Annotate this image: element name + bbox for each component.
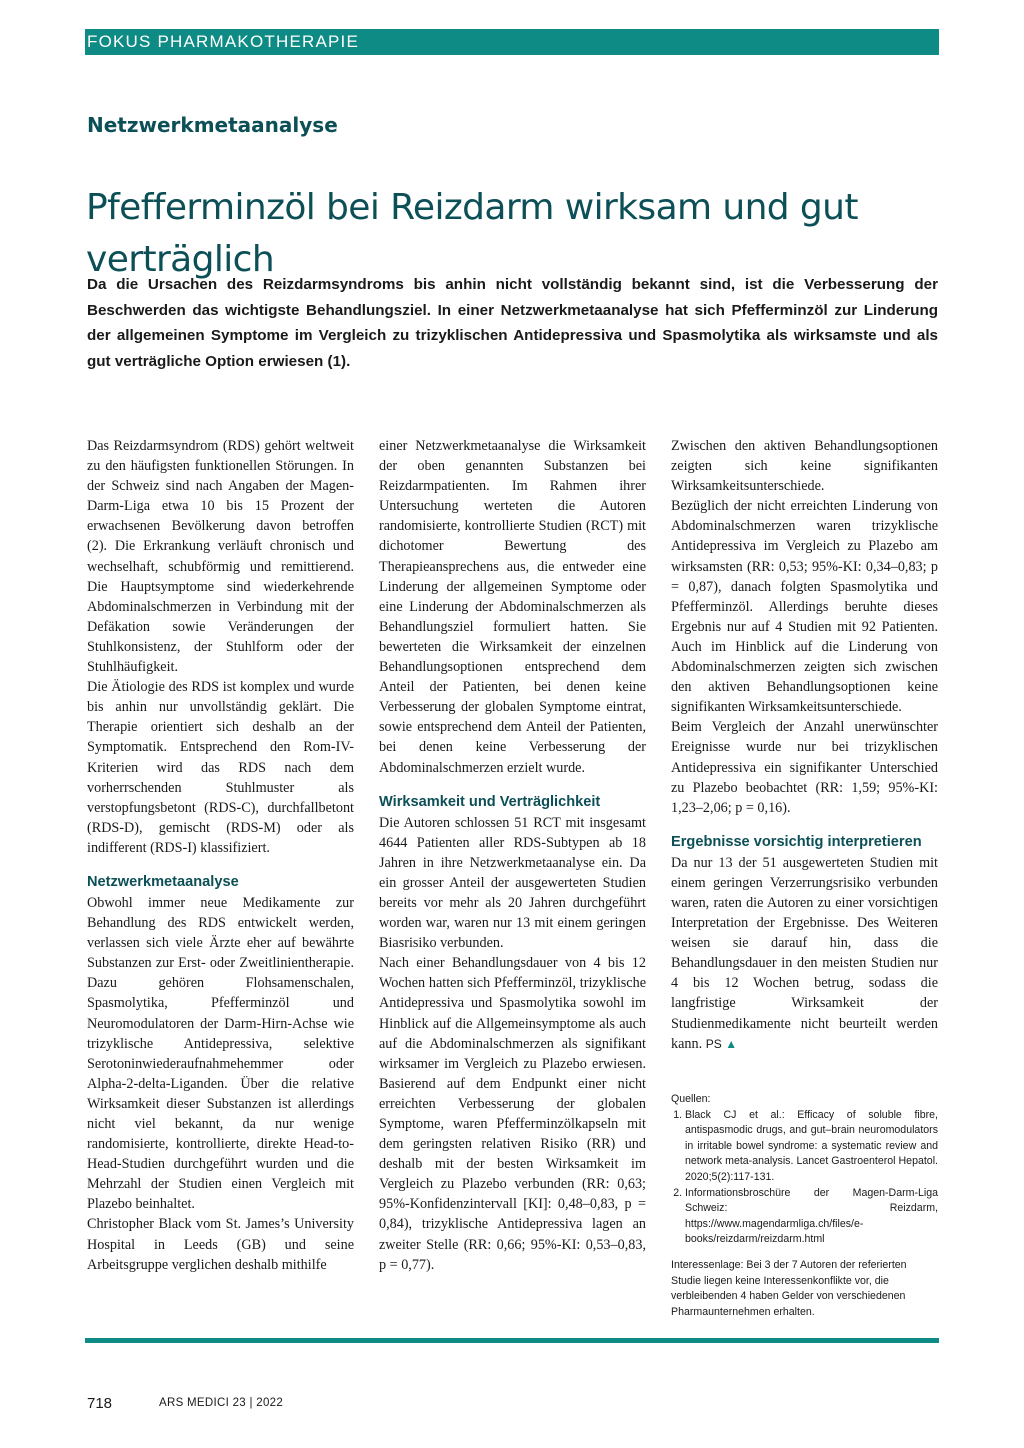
page-footer	[87, 1395, 284, 1413]
section-label: FOKUS PHARMAKOTHERAPIE	[87, 32, 359, 51]
body-column-3	[671, 436, 938, 1054]
paragraph: Obwohl immer neue Medikamente zur Behandlung des RDS entwickelt werden, verlassen sich viele Ärzte eher auf bewährte Substanzen zur Erst- oder Zweitlinientherapie. Dazu gehören Flohsamenschalen, Spasmolytika, Pfefferminzöl und Neuromodulatoren der Darm-Hirn-Achse wie trizyklische Antidepressiva, selektive Serotoninwiederaufnahmehemmer oder Alpha-2-delta-Liganden. Über die relative Wirksamkeit dieser Substanzen ist allerdings nicht viel bekannt, da nur wenige randomisierte, kontrollierte, direkte Head-to-Head-Studien durchgeführt wurden und die Mehrzahl der Studien einen Vergleich mit Plazebo beinhaltet.	[87, 894, 354, 1213]
subheading-ergebnisse: Ergebnisse vorsichtig interpretieren	[671, 833, 922, 850]
paragraph: Zwischen den aktiven Behandlungsoptionen zeigten sich keine signifikanten Wirksamkeitsunterschiede.	[671, 438, 938, 495]
body-column-2	[379, 436, 646, 1275]
source-item: 2. Informationsbroschüre der Magen-Darm-Liga Schweiz: Reizdarm, https://www.magendarmliga.ch/files/e-books/reizdarm/reizdarm.html	[685, 1186, 938, 1248]
page-number: 718	[87, 1395, 113, 1412]
journal-issue: ARS MEDICI 23 | 2022	[159, 1397, 284, 1409]
author-signature: PS	[705, 1036, 722, 1051]
bottom-divider	[85, 1338, 939, 1343]
subheading-wirksamkeit: Wirksamkeit und Verträglichkeit	[379, 793, 601, 810]
sources-label: Quellen:	[671, 1093, 711, 1105]
sources-block	[671, 1092, 938, 1320]
paragraph-final	[671, 853, 938, 1054]
article-lead: Da die Ursachen des Reizdarmsyndroms bis anhin nicht vollständig bekannt sind, ist die Verbesserung der Beschwerden das wichtigste Behandlungsziel. In einer Netzwerkmetaanalyse hat sich Pfefferminzöl zur Linderung der allgemeinen Symptome im Vergleich zu trizyklischen Antidepressiva und Spasmolytika als wirksamste und als gut verträgliche Option erwiesen (1).	[87, 276, 938, 370]
paragraph-text: Da nur 13 der 51 ausgewerteten Studien mit einem geringen Verzerrungsrisiko verbunden waren, raten die Autoren zu einer vorsichtigen Interpretation der Ergebnisse. Des Weiteren weisen sie darauf hin, dass die Behandlungsdauer in den meisten Studien nur 4 bis 12 Wochen betrug, sodass die langfristige Wirksamkeit der Studienmedikamente nicht beurteilt werden kann.	[671, 854, 938, 1052]
sources-list	[671, 1108, 938, 1248]
paragraph: Christopher Black vom St. James’s University Hospital in Leeds (GB) und seine Arbeitsgruppe verglichen deshalb mithilfe	[87, 1216, 354, 1273]
section-header	[85, 29, 939, 55]
paragraph: Beim Vergleich der Anzahl unerwünschter Ereignisse wurde nur bei trizyklischen Antidepressiva ein signifikanter Unterschied zu Plazebo beobachtet (RR: 1,59; 95%-KI: 1,23–2,06; p = 0,16).	[671, 719, 938, 816]
paragraph: Bezüglich der nicht erreichten Linderung von Abdominalschmerzen waren trizyklische Antidepressiva im Vergleich zu Plazebo am wirksamsten (RR: 0,53; 95%-KI: 0,34–0,83; p = 0,87), danach folgten Spasmolytika und Pfefferminzöl. Allerdings beruhte dieses Ergebnis nur auf 4 Studien mit 92 Patienten. Auch im Hinblick auf die Linderung von Abdominalschmerzen zeigten sich zwischen den aktiven Behandlungsoptionen keine signifikanten Wirksamkeitsunterschiede.	[671, 498, 938, 716]
article-title: Pfefferminzöl bei Reizdarm wirksam und gut verträglich	[86, 187, 858, 281]
subheading-netzwerk: Netzwerkmetaanalyse	[87, 873, 239, 890]
paragraph: einer Netzwerkmetaanalyse die Wirksamkeit der oben genannten Substanzen bei Reizdarmpatienten. Im Rahmen ihrer Untersuchung werteten die Autoren randomisierte, kontrollierte Studien (RCT) mit dichotomer Bewertung des Therapieansprechens aus, die entweder eine Linderung der allgemeinen Symptome oder eine Linderung der Abdominalschmerzen als Behandlungsziel formuliert hatten. Sie bewerteten die Wirksamkeit der einzelnen Behandlungsoptionen entsprechend dem Anteil der Patienten, bei denen keine Verbesserung der globalen Symptome eintrat, sowie entsprechend dem Anteil der Patienten, bei denen keine Verbesserung der Abdominalschmerzen erzielt wurde.	[379, 438, 646, 776]
body-column-1	[87, 436, 354, 1275]
paragraph: Nach einer Behandlungsdauer von 4 bis 12 Wochen hatten sich Pfefferminzöl, trizyklische Antidepressiva und Spasmolytika sowohl im Hinblick auf die Allgemeinsymptome als auch auf die Abdominalschmerzen als signifikant wirksamer im Vergleich zu Plazebo erwiesen. Basierend auf dem Endpunkt einer nicht erreichten Verbesserung der globalen Symptome, waren Pfefferminzölkapseln mit dem geringsten relativen Risiko (RR) und deshalb mit der besten Wirksamkeit im Vergleich zu Plazebo verbunden (RR: 0,63; 95%-Konfidenzintervall [KI]: 0,48–0,83, p = 0,84), trizyklische Antidepressiva lagen an zweiter Stelle (RR: 0,66; 95%-KI: 0,53–0,83, p = 0,77).	[379, 955, 646, 1273]
conflict-of-interest: Interessenlage: Bei 3 der 7 Autoren der referierten Studie liegen keine Interessenkonflikte vor, die verbleibenden 4 haben Gelder von verschiedenen Pharmaunternehmen erhalten.	[671, 1258, 907, 1318]
end-triangle-icon: ▲	[725, 1036, 738, 1051]
paragraph: Das Reizdarmsyndrom (RDS) gehört weltweit zu den häufigsten funktionellen Störungen. In der Schweiz sind nach Angaben der Magen-Darm-Liga etwa 10 bis 15 Prozent der erwachsenen Bevölkerung davon betroffen (2). Die Erkrankung verläuft chronisch und wechselhaft, schubförmig und remittierend. Die Hauptsymptome sind wiederkehrende Abdominalschmerzen in Verbindung mit der Defäkation sowie Veränderungen der Stuhlkonsistenz, der Stuhlform oder der Stuhlhäufigkeit.	[87, 438, 354, 676]
source-item: 1. Black CJ et al.: Efficacy of soluble fibre, antispasmodic drugs, and gut–brain neuromodulators in irritable bowel syndrome: a systematic review and network meta-analysis. Lancet Gastroenterol Hepatol. 2020;5(2):117-131.	[685, 1108, 938, 1186]
article-kicker: Netzwerkmetaanalyse	[87, 113, 338, 137]
paragraph: Die Ätiologie des RDS ist komplex und wurde bis anhin nur unvollständig geklärt. Die Therapie orientiert sich deshalb an der Symptomatik. Entsprechend den Rom-IV-Kriterien wird das RDS nach dem vorherrschenden Stuhlmuster als verstopfungsbetont (RDS-C), durchfallbetont (RDS-D), gemischt (RDS-M) oder als indifferent (RDS-I) klassifiziert.	[87, 679, 354, 856]
paragraph: Die Autoren schlossen 51 RCT mit insgesamt 4644 Patienten aller RDS-Subtypen ab 18 Jahren in ihre Netzwerkmetaanalyse ein. Da ein grosser Anteil der ausgewerteten Studien bereits vor mehr als 20 Jahren durchgeführt worden war, waren nur 13 mit einem geringen Biasrisiko verbunden.	[379, 814, 646, 952]
